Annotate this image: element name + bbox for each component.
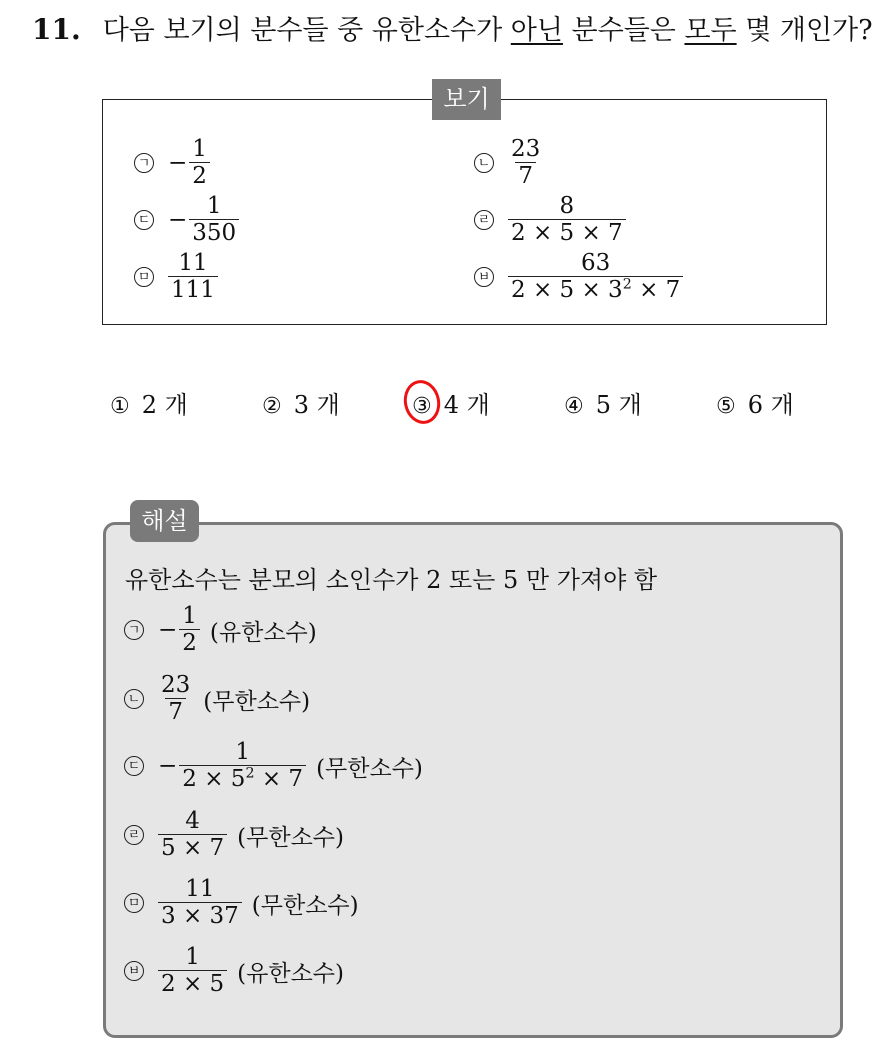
fraction-denominator: 7 [165,698,186,725]
solution-marker-c: ㄷ [124,756,144,776]
fraction-denominator: 2 [189,162,210,189]
solution-note-f: (유한소수) [237,960,344,987]
choice-number: ④ [564,394,584,419]
solution-row-c [124,740,423,793]
fraction-numerator: 1 [192,136,207,162]
bogi-option-a [134,137,210,190]
bogi-tag: 보기 [432,79,501,120]
choice-2[interactable] [262,385,340,420]
fraction-denominator: 111 [168,276,218,303]
fraction-numerator: 63 [581,250,611,276]
solution-note-e: (무한소수) [251,892,359,919]
fraction-numerator: 1 [185,944,200,970]
fraction-denominator: 7 [515,162,536,189]
denominator-part: 2 × 5 [182,766,246,793]
solution-marker-a: ㄱ [124,620,144,640]
fraction-denominator [179,765,306,792]
solution-fraction-e [158,877,242,930]
solution-row-b [124,673,310,726]
choice-4[interactable] [564,385,642,420]
choice-label: 4 개 [443,391,490,419]
choice-number: ① [110,394,130,419]
question-underline-not: 아닌 [510,15,563,46]
option-marker-e: ㅁ [134,267,154,287]
solution-note-c: (무한소수) [316,755,423,782]
option-fraction-c [189,194,239,247]
fraction-numerator: 1 [206,193,222,219]
answer-choices [0,385,884,425]
denominator-part: × 7 [254,766,304,793]
fraction-numerator: 23 [161,672,191,698]
option-marker-f: ㅂ [474,267,494,287]
choice-number: ③ [412,394,432,419]
exponent: 2 [622,276,632,293]
choice-1[interactable] [110,385,188,420]
solution-sign-c: − [158,753,178,780]
solution-fraction-f [158,945,227,998]
fraction-denominator: 2 [179,629,200,656]
question-number: 11. [32,13,81,46]
solution-row-d [124,809,344,862]
solution-note-a: (유한소수) [209,619,317,646]
fraction-numerator: 1 [235,739,250,765]
option-marker-d: ㄹ [474,210,494,230]
solution-fraction-a [179,604,200,657]
fraction-numerator: 11 [185,876,215,902]
option-fraction-e [168,251,218,304]
question-text-before: 다음 보기의 분수들 중 유한소수가 [102,15,511,46]
solution-note-d: (무한소수) [237,824,344,851]
solution-marker-d: ㄹ [124,825,144,845]
option-fraction-f [508,251,683,304]
denominator-part: 2 × 5 × 3 [511,277,623,304]
option-marker-b: ㄴ [474,153,494,173]
bogi-option-c [134,194,239,247]
choice-label: 2 개 [141,391,188,419]
question-underline-all: 모두 [684,15,737,46]
solution-intro: 유한소수는 분모의 소인수가 2 또는 5 만 가져야 함 [125,566,658,594]
solution-tag: 해설 [130,500,199,542]
solution-row-e [124,877,359,930]
solution-marker-f: ㅂ [124,961,144,981]
solution-marker-e: ㅁ [124,893,144,913]
bogi-option-f [474,251,683,304]
option-fraction-a [189,137,210,190]
option-fraction-b [508,137,543,190]
question-text [32,8,873,47]
fraction-denominator: 2 × 5 × 7 [508,219,626,246]
fraction-denominator: 3 × 37 [158,902,242,929]
solution-fraction-b [158,673,193,726]
solution-sign-a: − [158,617,178,644]
bogi-option-e [134,251,218,304]
option-marker-c: ㄷ [134,210,154,230]
fraction-numerator: 4 [185,808,200,834]
denominator-part: × 7 [631,277,681,304]
option-sign-c: − [168,207,188,234]
fraction-denominator: 350 [189,219,239,246]
fraction-numerator: 1 [182,603,197,629]
bogi-option-d [474,194,626,247]
fraction-numerator: 11 [178,250,208,276]
fraction-numerator: 8 [559,193,575,219]
choice-5[interactable] [716,385,794,420]
solution-note-b: (무한소수) [203,688,311,715]
question-text-middle: 분수들은 [562,15,685,46]
fraction-numerator: 23 [511,136,541,162]
choice-number: ② [262,394,282,419]
choice-label: 6 개 [747,391,794,419]
fraction-denominator [508,276,683,303]
solution-fraction-c [179,740,306,793]
solution-fraction-d [158,809,227,862]
option-marker-a: ㄱ [134,153,154,173]
question-text-after: 몇 개인가? [736,15,873,46]
solution-row-f [124,945,344,998]
fraction-denominator: 2 × 5 [158,970,227,997]
solution-row-a [124,604,317,657]
choice-number: ⑤ [716,394,736,419]
option-sign-a: − [168,150,188,177]
solution-marker-b: ㄴ [124,689,144,709]
fraction-denominator: 5 × 7 [158,834,227,861]
bogi-option-b [474,137,543,190]
option-fraction-d [508,194,626,247]
exponent: 2 [245,765,255,782]
choice-label: 3 개 [293,391,340,419]
choice-label: 5 개 [595,391,642,419]
